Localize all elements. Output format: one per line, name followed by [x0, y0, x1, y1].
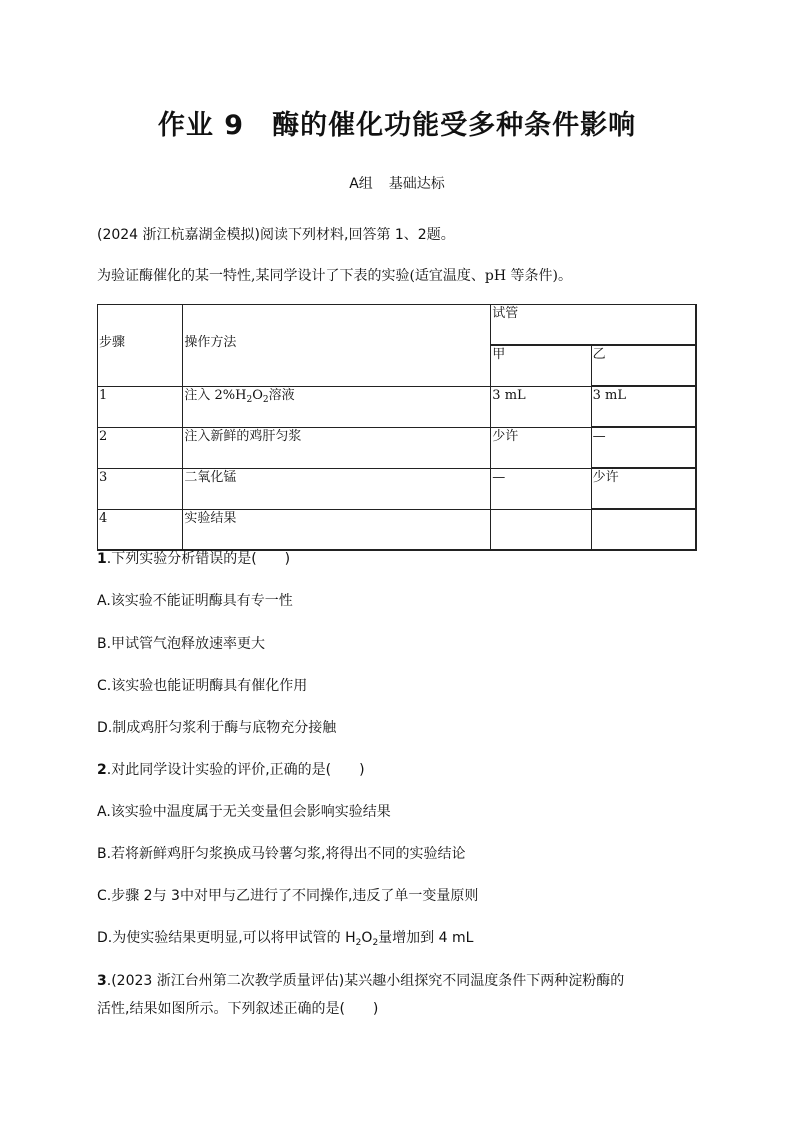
question-number: 3	[97, 973, 107, 989]
cell-step: 2	[98, 427, 183, 468]
cell-method: 二氧化锰	[183, 468, 491, 509]
group-label: A组	[349, 176, 373, 192]
question-number: 1	[97, 551, 107, 567]
cell-yi: —	[591, 427, 696, 468]
cell-method	[183, 386, 491, 427]
question-1-stem	[97, 549, 290, 569]
cell-jia	[491, 509, 591, 550]
title-number: 作业 9	[157, 110, 245, 141]
method-text: 注入 2%H	[184, 387, 247, 403]
q1-option-d: D.制成鸡肝匀浆利于酶与底物充分接触	[97, 720, 337, 736]
table-row	[98, 386, 697, 427]
cell-method: 实验结果	[183, 509, 491, 550]
q2-option-d	[97, 928, 473, 953]
table-row	[98, 509, 697, 550]
cell-jia: 少许	[491, 427, 591, 468]
header-step: 步骤	[98, 305, 183, 387]
header-tube: 试管	[491, 305, 696, 346]
header-yi: 乙	[591, 345, 696, 386]
header-jia: 甲	[491, 345, 591, 386]
question-text: .(2023 浙江台州第二次教学质量评估)某兴趣小组探究不同温度条件下两种淀粉酶的	[106, 973, 625, 989]
title-text: 酶的催化功能受多种条件影响	[272, 110, 637, 141]
subscript: 2	[372, 938, 379, 948]
section-heading	[0, 173, 794, 193]
cell-yi	[591, 509, 696, 550]
method-text: O	[252, 387, 263, 403]
experiment-table	[97, 304, 697, 551]
q2-option-b: B.若将新鲜鸡肝匀浆换成马铃薯匀浆,将得出不同的实验结论	[97, 846, 466, 862]
source-line: (2024 浙江杭嘉湖金模拟)阅读下列材料,回答第 1、2题。	[97, 227, 455, 243]
q2-option-c: C.步骤 2与 3中对甲与乙进行了不同操作,违反了单一变量原则	[97, 888, 479, 904]
option-text: O	[361, 930, 373, 946]
group-name: 基础达标	[388, 176, 445, 192]
q1-option-a: A.该实验不能证明酶具有专一性	[97, 593, 293, 609]
header-method: 操作方法	[183, 305, 491, 387]
question-3-line2: 活性,结果如图所示。下列叙述正确的是( )	[97, 1001, 379, 1017]
cell-yi: 少许	[591, 468, 696, 509]
q1-option-b: B.甲试管气泡释放速率更大	[97, 636, 266, 652]
question-text: .对此同学设计实验的评价,正确的是( )	[106, 762, 365, 778]
table-row	[98, 427, 697, 468]
method-text: 溶液	[268, 387, 295, 403]
subscript: 2	[355, 938, 362, 948]
q1-option-c: C.该实验也能证明酶具有催化作用	[97, 678, 308, 694]
table-row	[98, 468, 697, 509]
option-text: 量增加到 4 mL	[378, 930, 474, 946]
cell-jia: —	[491, 468, 591, 509]
question-2-stem	[97, 760, 365, 780]
subscript: 2	[246, 394, 253, 405]
material-line: 为验证酶催化的某一特性,某同学设计了下表的实验(适宜温度、pH 等条件)。	[97, 268, 572, 284]
question-text: .下列实验分析错误的是( )	[106, 551, 291, 567]
cell-jia: 3 mL	[491, 386, 591, 427]
page-title	[0, 103, 794, 142]
question-3-stem	[97, 971, 624, 991]
option-text: D.为使实验结果更明显,可以将甲试管的 H	[97, 930, 356, 946]
cell-method: 注入新鲜的鸡肝匀浆	[183, 427, 491, 468]
cell-step: 3	[98, 468, 183, 509]
cell-step: 4	[98, 509, 183, 550]
q2-option-a: A.该实验中温度属于无关变量但会影响实验结果	[97, 804, 391, 820]
question-number: 2	[97, 762, 107, 778]
subscript: 2	[262, 394, 269, 405]
cell-yi: 3 mL	[591, 386, 696, 427]
cell-step: 1	[98, 386, 183, 427]
